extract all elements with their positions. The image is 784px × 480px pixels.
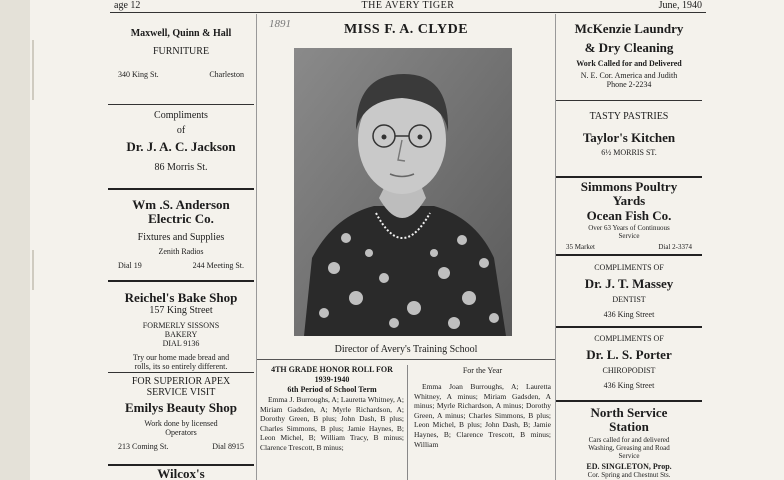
portrait-photo bbox=[294, 48, 512, 336]
ad-line: Service bbox=[618, 232, 640, 240]
ad-line: Service bbox=[618, 452, 640, 460]
ad-address-row bbox=[108, 261, 254, 271]
margin-mark bbox=[32, 250, 34, 290]
ad-line: FORMERLY SISSONS bbox=[142, 321, 220, 330]
ad-name: McKenzie Laundry bbox=[574, 21, 684, 36]
feature-title: MISS F. A. CLYDE bbox=[343, 22, 469, 37]
ad-dial: Dial 19 bbox=[118, 261, 142, 270]
issue-date: June, 1940 bbox=[658, 0, 702, 11]
ad-wilcox bbox=[108, 466, 254, 480]
ad-name: Reichel's Bake Shop bbox=[124, 290, 238, 305]
ad-address: 340 King St. bbox=[118, 70, 159, 79]
honor-roll-text: Emma J. Burroughs, A; Lauretta Whitney, A; Miriam Gadsden, A; Myrle Richardson, A; Dorothy Green, B plus; John Dash, B plus; Charles Simmons, B plus; Jamie Haynes, B; Leon Michel, B; William Tracy, B minus; Clarence Trescott, B minus; bbox=[260, 395, 404, 452]
honor-heading: 4TH GRADE HONOR ROLL FOR bbox=[271, 365, 393, 374]
page-header bbox=[110, 0, 706, 13]
ad-line: COMPLIMENTS OF bbox=[594, 334, 664, 343]
ad-address: 6½ MORRIS ST. bbox=[601, 148, 657, 157]
ad-name: Electric Co. bbox=[148, 211, 214, 226]
honor-subheading: 6th Period of School Term bbox=[287, 385, 377, 394]
ad-name: Yards bbox=[612, 193, 646, 208]
divider bbox=[556, 100, 702, 101]
right-ad-column bbox=[556, 14, 702, 480]
year-heading: For the Year bbox=[462, 366, 503, 375]
paper-title: THE AVERY TIGER bbox=[361, 0, 455, 11]
ad-maxwell bbox=[108, 28, 254, 80]
divider bbox=[556, 176, 702, 178]
ad-line: Work Called for and Delivered bbox=[576, 59, 682, 68]
ad-line: SERVICE VISIT bbox=[146, 387, 216, 398]
ad-name: Wm .S. Anderson bbox=[132, 197, 230, 212]
ad-reichel bbox=[108, 290, 254, 371]
ad-name: North Service bbox=[590, 405, 668, 420]
ad-phone: Phone 2-2234 bbox=[606, 80, 652, 89]
ad-dial: DIAL 9136 bbox=[162, 339, 200, 348]
ad-address-row bbox=[108, 442, 254, 452]
ad-line: Over 63 Years of Continuous bbox=[588, 224, 670, 232]
ad-name: Dr. L. S. Porter bbox=[586, 347, 672, 362]
ad-name: Dr. J. A. C. Jackson bbox=[126, 139, 236, 154]
divider bbox=[556, 326, 702, 328]
honor-roll-period bbox=[260, 365, 404, 453]
ad-address: 86 Morris St. bbox=[154, 162, 208, 173]
ad-name: Taylor's Kitchen bbox=[582, 130, 676, 145]
ad-city: Charleston bbox=[209, 70, 244, 79]
year-roll-text: Emma Joan Burroughs, A; Lauretta Whitney, A minus; Miriam Gadsden, A minus; Myrle Richardson, A minus; Dorothy Green, A minus; Charles Simmons, B plus; Leon Michel, B plus; John Dash, B; Jamie Haynes, B; Clarence Trescott, B minus; William bbox=[414, 382, 551, 449]
ad-address: 244 Meeting St. bbox=[192, 261, 244, 270]
ad-owner: ED. SINGLETON, Prop. bbox=[586, 462, 672, 471]
page-number: age 12 bbox=[114, 0, 141, 11]
ad-tagline: Try our home made bread and bbox=[132, 353, 230, 362]
ad-jackson bbox=[108, 110, 254, 174]
ad-massey bbox=[556, 263, 702, 319]
ad-title: CHIROPODIST bbox=[602, 366, 656, 375]
ad-address: 157 King Street bbox=[149, 305, 213, 316]
honor-roll-year bbox=[414, 366, 551, 449]
ad-line: FOR SUPERIOR APEX bbox=[131, 376, 231, 387]
ad-line: Compliments bbox=[154, 110, 208, 121]
divider bbox=[556, 400, 702, 402]
margin-mark bbox=[32, 40, 34, 100]
ad-line: Cars called for and delivered bbox=[588, 436, 670, 444]
divider bbox=[556, 254, 702, 256]
ad-simmons bbox=[556, 180, 702, 253]
ad-name: Dr. J. T. Massey bbox=[584, 276, 674, 291]
ad-address: N. E. Cor. America and Judith bbox=[580, 71, 678, 80]
ad-line: Washing, Greasing and Road bbox=[588, 444, 670, 452]
divider bbox=[257, 359, 555, 360]
ad-address: 436 King Street bbox=[603, 381, 655, 390]
left-ad-column bbox=[108, 14, 254, 480]
ad-address: 436 King Street bbox=[603, 310, 655, 319]
ad-dial: Dial 2-3374 bbox=[658, 243, 692, 251]
ad-emily bbox=[108, 376, 254, 452]
ad-line: BAKERY bbox=[164, 330, 198, 339]
portrait-illustration bbox=[294, 48, 512, 336]
ad-name: Wilcox's bbox=[157, 466, 205, 480]
ad-line: Work done by licensed bbox=[144, 419, 218, 428]
ad-taylor bbox=[556, 111, 702, 157]
divider bbox=[108, 372, 254, 373]
ad-north-service bbox=[556, 406, 702, 479]
divider bbox=[108, 280, 254, 282]
ad-address-row bbox=[108, 70, 254, 80]
ad-title: DENTIST bbox=[612, 295, 646, 304]
ad-name: Maxwell, Quinn & Hall bbox=[130, 28, 232, 39]
ad-name: Ocean Fish Co. bbox=[586, 208, 672, 223]
ad-line: of bbox=[176, 125, 186, 136]
ad-name: Simmons Poultry bbox=[580, 179, 678, 194]
ad-address: 213 Coming St. bbox=[118, 442, 169, 451]
ad-line: Fixtures and Supplies bbox=[137, 232, 225, 243]
honor-heading: 1939-1940 bbox=[314, 375, 350, 384]
ad-name: Emilys Beauty Shop bbox=[125, 400, 237, 415]
photo-caption: Director of Avery's Training School bbox=[334, 344, 478, 355]
column-divider bbox=[407, 365, 408, 480]
ad-porter bbox=[556, 334, 702, 390]
ad-name: & Dry Cleaning bbox=[584, 40, 674, 55]
divider bbox=[108, 104, 254, 105]
ad-line: COMPLIMENTS OF bbox=[594, 263, 664, 272]
ad-tagline: rolls, its so entirely different. bbox=[134, 362, 228, 371]
ad-address: 35 Market bbox=[566, 243, 595, 251]
ad-line: TASTY PASTRIES bbox=[589, 111, 669, 122]
ad-sub: Zenith Radios bbox=[158, 247, 204, 256]
ad-address: Cor. Spring and Chestnut Sts. bbox=[587, 471, 671, 479]
ad-name: Station bbox=[609, 419, 649, 434]
feature-column bbox=[256, 14, 556, 480]
page-margin bbox=[0, 0, 30, 480]
handwritten-note: 1891 bbox=[269, 18, 291, 30]
ad-mckenzie bbox=[556, 21, 702, 89]
ad-address-row bbox=[556, 243, 702, 253]
ad-line: Operators bbox=[165, 428, 197, 437]
divider bbox=[108, 188, 254, 190]
ad-line: FURNITURE bbox=[152, 46, 210, 57]
ad-anderson bbox=[108, 198, 254, 271]
ad-dial: Dial 8915 bbox=[212, 442, 244, 451]
